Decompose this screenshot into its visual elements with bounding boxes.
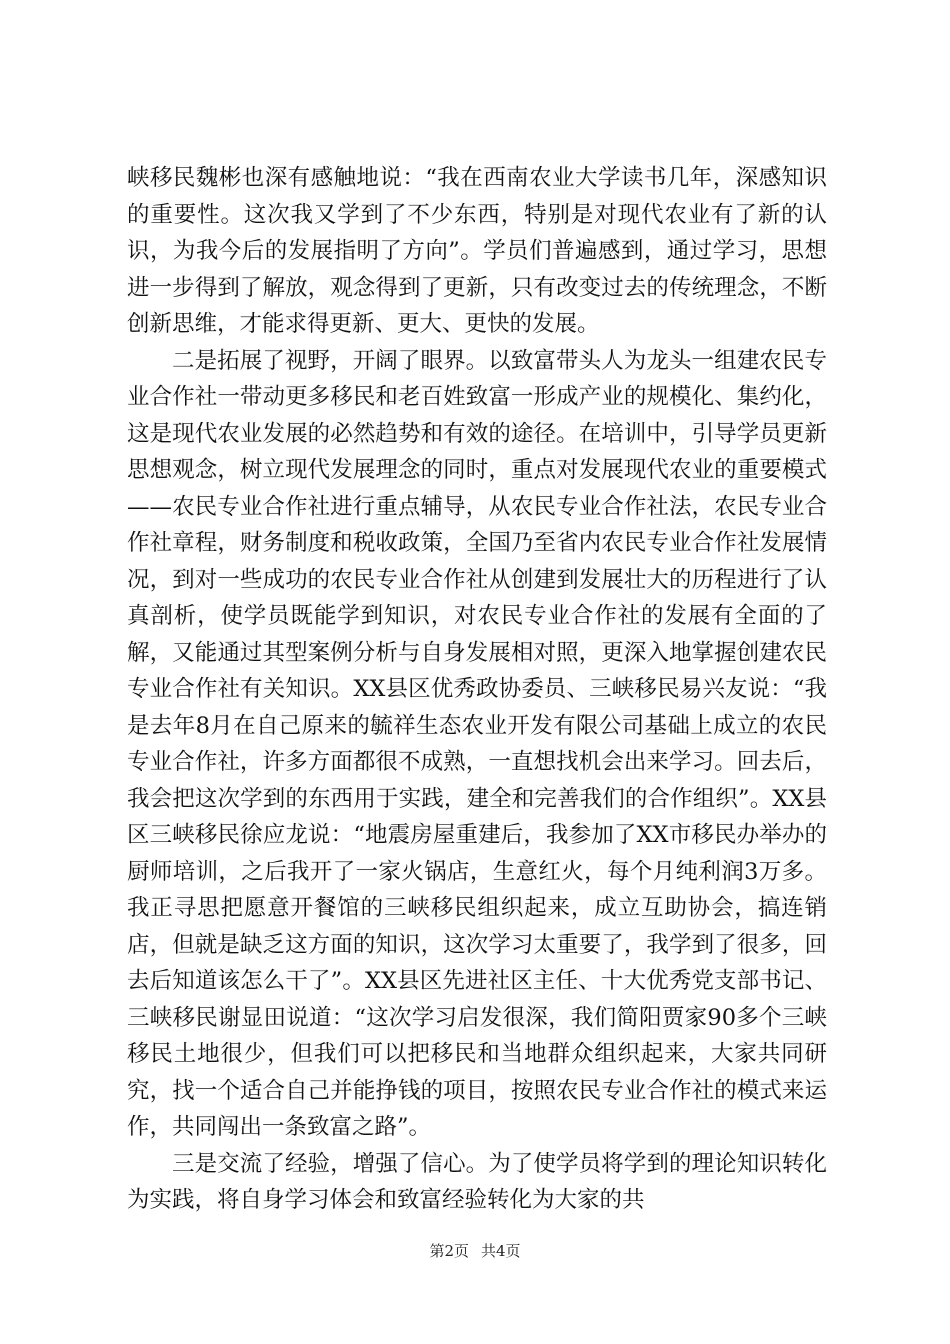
- page-total: 共4页: [481, 1242, 521, 1260]
- page-number: 第2页: [429, 1242, 469, 1260]
- document-body: [127, 160, 827, 1219]
- paragraph-1: 峡移民魏彬也深有感触地说：“我在西南农业大学读书几年，深感知识的重要性。这次我又学到了不少东西，特别是对现代农业有了新的认识，为我今后的发展指明了方向”。学员们普遍感到，通过学习，思想进一步得到了解放，观念得到了更新，只有改变过去的传统理念，不断创新思维，才能求得更新、更大、更快的发展。: [127, 165, 827, 337]
- page-footer: [0, 1240, 950, 1261]
- paragraph-2: 二是拓展了视野，开阔了眼界。以致富带头人为龙头一组建农民专业合作社一带动更多移民和老百姓致富一形成产业的规模化、集约化，这是现代农业发展的必然趋势和有效的途径。在培训中，引导学员更新思想观念，树立现代发展理念的同时，重点对发展现代农业的重要模式——农民专业合作社进行重点辅导，从农民专业合作社法，农民专业合作社章程，财务制度和税收政策，全国乃至省内农民专业合作社发展情况，到对一些成功的农民专业合作社从创建到发展壮大的历程进行了认真剖析，使学员既能学到知识，对农民专业合作社的发展有全面的了解，又能通过其型案例分析与自身发展相对照，更深入地掌握创建农民专业合作社有关知识。XX县区优秀政协委员、三峡移民易兴友说：“我是去年8月在自己原来的毓祥生态农业开发有限公司基础上成立的农民专业合作社，许多方面都很不成熟，一直想找机会出来学习。回去后，我会把这次学到的东西用于实践，建全和完善我们的合作组织”。XX县区三峡移民徐应龙说：“地震房屋重建后，我参加了XX市移民办举办的厨师培训，之后我开了一家火锅店，生意红火，每个月纯利润3万多。我正寻思把愿意开餐馆的三峡移民组织起来，成立互助协会，搞连销店，但就是缺乏这方面的知识，这次学习太重要了，我学到了很多，回去后知道该怎么干了”。XX县区先进社区主任、十大优秀党支部书记、三峡移民谢显田说道：“这次学习启发很深，我们简阳贾家90多个三峡移民土地很少，但我们可以把移民和当地群众组织起来，大家共同研究，找一个适合自己并能挣钱的项目，按照农民专业合作社的模式来运作，共同闯出一条致富之路”。: [127, 347, 827, 1140]
- paragraph-3: 三是交流了经验，增强了信心。为了使学员将学到的理论知识转化为实践，将自身学习体会和致富经验转化为大家的共: [127, 1150, 827, 1213]
